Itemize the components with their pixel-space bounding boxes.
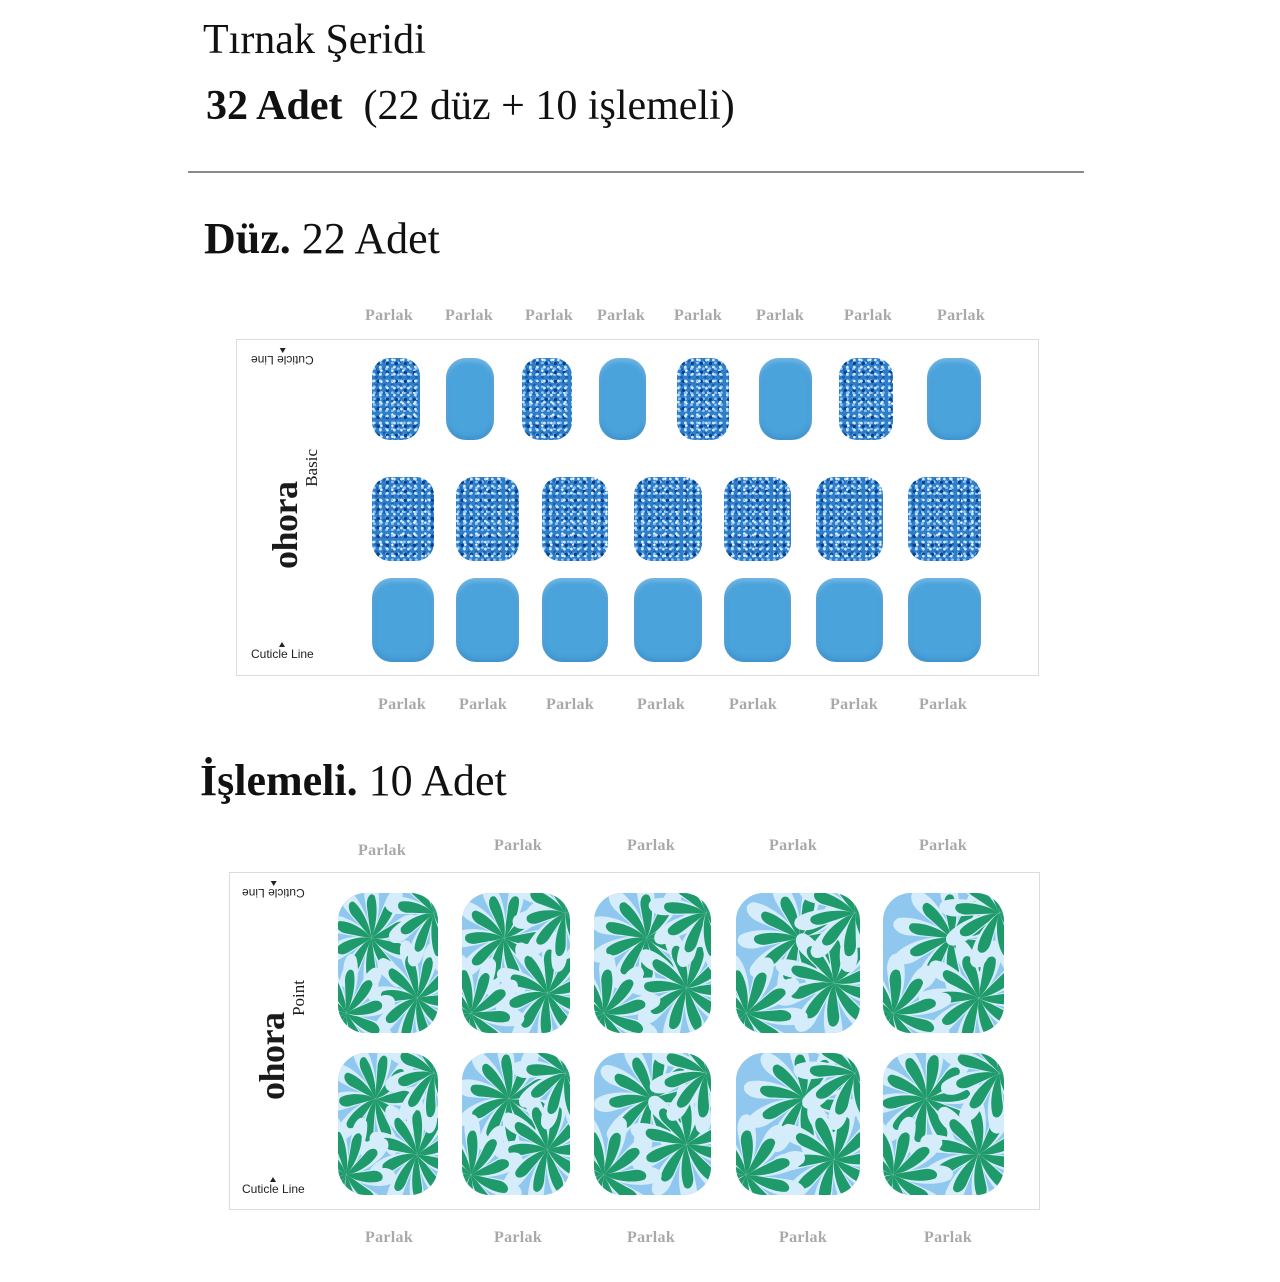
finish-label: Parlak: [674, 307, 723, 324]
glitter-nail: [816, 477, 883, 561]
solid-nail: [927, 358, 981, 440]
glitter-nail: [456, 477, 519, 561]
plain-nail-sheet: [236, 339, 1039, 676]
glitter-nail: [522, 358, 572, 440]
finish-label: Parlak: [924, 1229, 973, 1246]
finish-label: Parlak: [919, 837, 968, 854]
brand-logo: [264, 449, 322, 569]
brand-line: Basic: [302, 449, 321, 487]
glitter-nail: [908, 477, 981, 561]
floral-nail: [338, 1053, 438, 1195]
page-title: Tırnak Şeridi: [203, 17, 426, 63]
glitter-nail: [372, 477, 434, 561]
brand-name: ohora: [265, 481, 305, 569]
section-plain-title-bold: Düz.: [204, 214, 291, 263]
solid-nail: [542, 578, 608, 662]
floral-nail: [462, 1053, 570, 1195]
floral-nail: [883, 1053, 1004, 1195]
floral-nail: [736, 1053, 860, 1195]
finish-label: Parlak: [919, 696, 968, 713]
cuticle-line-bottom-art: Cuticle Line: [242, 1177, 305, 1196]
solid-nail: [908, 578, 981, 662]
solid-nail: [816, 578, 883, 662]
finish-label: Parlak: [844, 307, 893, 324]
floral-nail: [338, 893, 438, 1033]
art-nail-sheet: [229, 872, 1040, 1210]
brand-logo-art: [251, 980, 309, 1100]
solid-nail: [456, 578, 519, 662]
finish-label: Parlak: [445, 307, 494, 324]
floral-nail: [736, 893, 860, 1033]
total-count-detail: (22 düz + 10 işlemeli): [363, 83, 735, 129]
finish-label: Parlak: [830, 696, 879, 713]
floral-nail: [462, 893, 570, 1033]
solid-nail: [446, 358, 494, 440]
solid-nail: [599, 358, 646, 440]
glitter-nail: [542, 477, 608, 561]
finish-label: Parlak: [597, 307, 646, 324]
finish-label: Parlak: [769, 837, 818, 854]
solid-nail: [724, 578, 791, 662]
divider: [188, 171, 1084, 173]
cuticle-line-top-art: Cuticle Line: [242, 881, 305, 900]
finish-label: Parlak: [627, 837, 676, 854]
finish-label: Parlak: [779, 1229, 828, 1246]
brand-line-art: Point: [289, 980, 308, 1016]
section-art-title: [200, 754, 507, 808]
finish-label: Parlak: [546, 696, 595, 713]
floral-nail: [594, 1053, 711, 1195]
finish-label: Parlak: [494, 1229, 543, 1246]
finish-label: Parlak: [378, 696, 427, 713]
glitter-nail: [634, 477, 702, 561]
finish-label: Parlak: [637, 696, 686, 713]
total-count: [206, 80, 735, 132]
glitter-nail: [839, 358, 893, 440]
floral-nail: [594, 893, 711, 1033]
glitter-nail: [677, 358, 729, 440]
finish-label: Parlak: [459, 696, 508, 713]
finish-label: Parlak: [525, 307, 574, 324]
solid-nail: [759, 358, 812, 440]
glitter-nail: [724, 477, 791, 561]
finish-label: Parlak: [365, 1229, 414, 1246]
glitter-nail: [372, 358, 420, 440]
cuticle-line-bottom: Cuticle Line: [251, 642, 314, 661]
finish-label: Parlak: [365, 307, 414, 324]
finish-label: Parlak: [627, 1229, 676, 1246]
section-art-count: 10 Adet: [368, 756, 507, 805]
solid-nail: [634, 578, 702, 662]
section-plain-title: [204, 212, 440, 266]
finish-label: Parlak: [756, 307, 805, 324]
section-plain-count: 22 Adet: [301, 214, 440, 263]
total-count-bold: 32 Adet: [206, 83, 343, 129]
brand-name-art: ohora: [252, 1012, 292, 1100]
finish-label: Parlak: [494, 837, 543, 854]
finish-label: Parlak: [729, 696, 778, 713]
solid-nail: [372, 578, 434, 662]
finish-label: Parlak: [358, 842, 407, 859]
finish-label: Parlak: [937, 307, 986, 324]
floral-nail: [883, 893, 1004, 1033]
cuticle-line-top: Cuticle Line: [251, 348, 314, 367]
section-art-title-bold: İşlemeli.: [200, 756, 358, 805]
